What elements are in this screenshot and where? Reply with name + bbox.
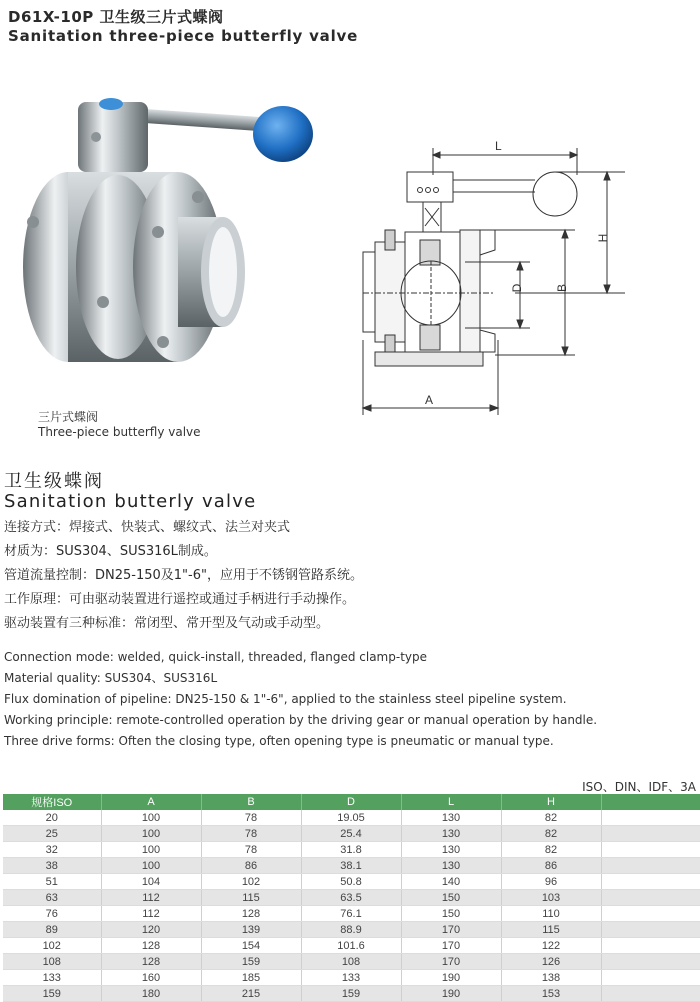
table-row	[3, 970, 700, 986]
table-row	[3, 890, 700, 906]
table-row	[3, 842, 700, 858]
table-cell: 130	[401, 826, 501, 842]
standards-label: ISO、DIN、IDF、3A	[582, 780, 696, 794]
table-row	[3, 874, 700, 890]
table-cell: 96	[501, 874, 601, 890]
table-cell: 20	[3, 810, 101, 826]
table-cell: 115	[501, 922, 601, 938]
dim-label-d: D	[510, 283, 524, 293]
photo-caption-cn: 三片式蝶阀	[38, 410, 99, 424]
table-cell: 103	[501, 890, 601, 906]
page-title-cn: D61X-10P 卫生级三片式蝶阀	[8, 8, 224, 26]
table-cell: 82	[501, 826, 601, 842]
table-cell: 102	[3, 938, 101, 954]
table-row	[3, 906, 700, 922]
table-row	[3, 954, 700, 970]
table-cell: 86	[201, 858, 301, 874]
section-title-cn: 卫生级蝶阀	[4, 471, 104, 492]
table-cell: 159	[201, 954, 301, 970]
table-cell: 100	[101, 810, 201, 826]
column-header: B	[201, 794, 301, 810]
description-cn	[4, 516, 363, 636]
table-row	[3, 810, 700, 826]
table-cell: 88.9	[301, 922, 401, 938]
table-cell: 159	[301, 986, 401, 1002]
table-cell: 101.6	[301, 938, 401, 954]
table-row	[3, 826, 700, 842]
table-cell: 126	[501, 954, 601, 970]
table-cell: 215	[201, 986, 301, 1002]
table-cell: 154	[201, 938, 301, 954]
table-cell: 153	[501, 986, 601, 1002]
column-header: H	[501, 794, 601, 810]
table-cell	[601, 922, 700, 938]
table-cell: 78	[201, 842, 301, 858]
table-cell: 82	[501, 810, 601, 826]
table-cell: 108	[301, 954, 401, 970]
table-cell: 110	[501, 906, 601, 922]
description-en	[4, 647, 597, 752]
table-cell: 190	[401, 986, 501, 1002]
table-header-row	[3, 794, 700, 810]
table-cell: 190	[401, 970, 501, 986]
table-cell: 76.1	[301, 906, 401, 922]
table-cell: 140	[401, 874, 501, 890]
table-cell: 31.8	[301, 842, 401, 858]
table-cell	[601, 906, 700, 922]
description-line: 材质为：SUS304、SUS316L制成。	[4, 544, 217, 559]
table-cell: 139	[201, 922, 301, 938]
table-cell: 128	[101, 938, 201, 954]
table-cell: 122	[501, 938, 601, 954]
table-cell	[601, 954, 700, 970]
table-cell: 82	[501, 842, 601, 858]
table-body	[3, 810, 700, 1002]
table-cell	[601, 938, 700, 954]
description-line: 管道流量控制：DN25-150及1"-6"，应用于不锈钢管路系统。	[4, 568, 363, 583]
column-header	[601, 794, 700, 810]
table-cell: 170	[401, 954, 501, 970]
dim-label-l: L	[495, 139, 502, 153]
table-cell	[601, 842, 700, 858]
table-cell: 100	[101, 826, 201, 842]
table-cell: 170	[401, 938, 501, 954]
table-cell: 160	[101, 970, 201, 986]
table-cell: 130	[401, 858, 501, 874]
description-line: 驱动装置有三种标准：常闭型、常开型及气动或手动型。	[4, 616, 330, 631]
table-cell: 78	[201, 826, 301, 842]
table-cell	[601, 810, 700, 826]
table-cell: 32	[3, 842, 101, 858]
table-cell: 50.8	[301, 874, 401, 890]
description-line: Connection mode: welded, quick-install, threaded, flanged clamp-type	[4, 650, 427, 664]
table-cell: 112	[101, 906, 201, 922]
table-cell: 76	[3, 906, 101, 922]
table-cell: 128	[201, 906, 301, 922]
description-line: Flux domination of pipeline: DN25-150 & 1"-6", applied to the stainless steel pipeline system.	[4, 692, 567, 706]
technical-drawing	[345, 130, 685, 420]
table-cell: 108	[3, 954, 101, 970]
dim-label-b: B	[555, 283, 569, 293]
table-cell: 25.4	[301, 826, 401, 842]
photo-caption-en: Three-piece butterfly valve	[38, 425, 201, 439]
description-line: Working principle: remote-controlled operation by the driving gear or manual operation by handle.	[4, 713, 598, 727]
description-line: Material quality: SUS304、SUS316L	[4, 671, 218, 685]
table-cell: 63.5	[301, 890, 401, 906]
table-cell: 128	[101, 954, 201, 970]
page-title-en: Sanitation three-piece butterfly valve	[8, 27, 359, 45]
section-title-en: Sanitation butterly valve	[4, 491, 257, 512]
table-cell	[601, 986, 700, 1002]
table-cell: 133	[301, 970, 401, 986]
table-row	[3, 858, 700, 874]
table-cell: 133	[3, 970, 101, 986]
table-cell	[601, 826, 700, 842]
table-cell: 150	[401, 906, 501, 922]
table-cell: 130	[401, 810, 501, 826]
table-cell: 63	[3, 890, 101, 906]
table-cell: 86	[501, 858, 601, 874]
description-line: 连接方式：焊接式、快装式、螺纹式、法兰对夹式	[4, 520, 291, 535]
table-row	[3, 922, 700, 938]
table-cell: 100	[101, 858, 201, 874]
table-cell: 185	[201, 970, 301, 986]
table-cell: 19.05	[301, 810, 401, 826]
column-header: A	[101, 794, 201, 810]
table-cell: 115	[201, 890, 301, 906]
column-header: L	[401, 794, 501, 810]
table-cell: 130	[401, 842, 501, 858]
table-cell: 51	[3, 874, 101, 890]
table-cell: 78	[201, 810, 301, 826]
table-cell	[601, 858, 700, 874]
table-cell: 102	[201, 874, 301, 890]
column-header: 规格ISO	[3, 794, 101, 810]
spec-table	[3, 794, 700, 1002]
description-line: 工作原理：可由驱动装置进行遥控或通过手柄进行手动操作。	[4, 592, 356, 607]
column-header: D	[301, 794, 401, 810]
description-line: Three drive forms: Often the closing type, often opening type is pneumatic or manual type.	[4, 734, 554, 748]
dim-label-a: A	[425, 393, 434, 407]
table-cell: 100	[101, 842, 201, 858]
table-cell: 120	[101, 922, 201, 938]
table-cell: 180	[101, 986, 201, 1002]
table-cell: 112	[101, 890, 201, 906]
table-cell: 170	[401, 922, 501, 938]
dim-label-h: H	[596, 233, 610, 243]
valve-photo	[8, 92, 343, 392]
table-row	[3, 938, 700, 954]
table-cell: 38.1	[301, 858, 401, 874]
table-cell: 159	[3, 986, 101, 1002]
table-cell: 104	[101, 874, 201, 890]
table-row	[3, 986, 700, 1002]
table-cell	[601, 970, 700, 986]
table-cell: 25	[3, 826, 101, 842]
table-cell: 89	[3, 922, 101, 938]
table-cell: 38	[3, 858, 101, 874]
table-cell	[601, 874, 700, 890]
table-cell: 150	[401, 890, 501, 906]
table-cell: 138	[501, 970, 601, 986]
table-cell	[601, 890, 700, 906]
